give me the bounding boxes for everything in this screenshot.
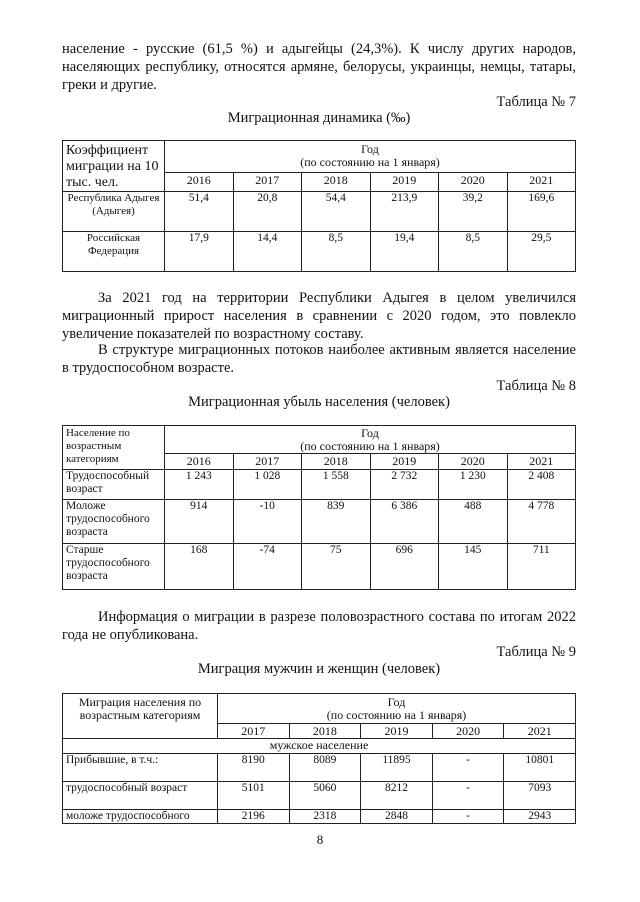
table8-label: Таблица № 8 (496, 378, 576, 394)
table7-year-title: Год (361, 142, 379, 156)
table8-cell: -74 (233, 544, 302, 590)
intro-paragraph: население - русские (61,5 %) и адыгейцы (24,3%). К числу других народов, населяющих республику, относятся армяне, белорусы, украинцы, немцы, татары, греки и другие. (62, 41, 576, 93)
table9-row-label: Прибывшие, в т.ч.: (63, 754, 218, 782)
table9-cell: - (432, 754, 504, 782)
table8-year: 2019 (370, 454, 439, 470)
table9-year-title: Год (387, 695, 406, 709)
table8-cell: 488 (439, 500, 508, 544)
table9-year: 2021 (504, 724, 576, 739)
table9-cell: - (432, 810, 504, 824)
table9-cell: 5060 (289, 782, 361, 810)
table7-cell: 14,4 (233, 232, 302, 272)
table9-section-label: мужское население (63, 739, 576, 754)
table9-label: Таблица № 9 (496, 644, 576, 660)
table-row (63, 192, 576, 232)
table8-caption: Миграционная убыль населения (человек) (188, 394, 450, 410)
table8-year: 2016 (165, 454, 234, 470)
table8-year-subtitle: (по состоянию на 1 января) (300, 439, 440, 453)
table8-row-label: Трудоспособный возраст (63, 470, 165, 500)
table9-year: 2019 (361, 724, 433, 739)
table7-cell: 8,5 (439, 232, 508, 272)
table7-year: 2017 (233, 172, 302, 191)
table7-cell: 29,5 (507, 232, 576, 272)
table7-cell: 51,4 (165, 192, 234, 232)
paragraph-4: Информация о миграции в разрезе половозрастного состава по итогам 2022 года не опубликована. (62, 609, 576, 643)
table7-year: 2016 (165, 172, 234, 191)
table9-cell: 8212 (361, 782, 433, 810)
table8-year: 2018 (302, 454, 371, 470)
table9-row-label: трудоспособный возраст (63, 782, 218, 810)
table-row (63, 544, 576, 590)
table8-cell: 2 732 (370, 470, 439, 500)
table8-cell: 1 028 (233, 470, 302, 500)
table8-cell: 1 243 (165, 470, 234, 500)
table8-cell: 2 408 (507, 470, 576, 500)
table9-cell: - (432, 782, 504, 810)
table9-cell: 2943 (504, 810, 576, 824)
table-row (63, 782, 576, 810)
table8-cell: 696 (370, 544, 439, 590)
table9-year: 2020 (432, 724, 504, 739)
table9 (62, 693, 576, 824)
table7-year-subtitle: (по состоянию на 1 января) (300, 155, 440, 169)
table7-cell: 213,9 (370, 192, 439, 232)
table8-cell: 1 230 (439, 470, 508, 500)
table8-cell: 914 (165, 500, 234, 544)
table7-year: 2019 (370, 172, 439, 191)
table9-cell: 8190 (218, 754, 290, 782)
table7-cell: 19,4 (370, 232, 439, 272)
table8-cell: -10 (233, 500, 302, 544)
table8 (62, 425, 576, 590)
table-row (63, 500, 576, 544)
table8-cell: 168 (165, 544, 234, 590)
table8-year-header (165, 426, 576, 454)
table7-row-header: Коэффициент миграции на 10 тыс. чел. (63, 141, 165, 192)
table7-cell: 54,4 (302, 192, 371, 232)
table7 (62, 140, 576, 272)
table7-cell: 39,2 (439, 192, 508, 232)
table7-year: 2018 (302, 172, 371, 191)
table9-year: 2018 (289, 724, 361, 739)
table7-cell: 169,6 (507, 192, 576, 232)
table7-cell: 17,9 (165, 232, 234, 272)
table9-year: 2017 (218, 724, 290, 739)
table7-caption: Миграционная динамика (‰) (227, 110, 411, 126)
table8-cell: 711 (507, 544, 576, 590)
table9-year-subtitle: (по состоянию на 1 января) (326, 708, 467, 722)
table9-row-header: Миграция населения по возрастным категориям (63, 694, 218, 739)
table9-row-label: моложе трудоспособного (63, 810, 218, 824)
table8-cell: 145 (439, 544, 508, 590)
table8-cell: 839 (302, 500, 371, 544)
table-row (63, 754, 576, 782)
table9-cell: 8089 (289, 754, 361, 782)
table7-year-header (165, 141, 576, 173)
paragraph-2: За 2021 год на территории Республики Адыгея в целом увеличился миграционный прирост населения в сравнении с 2020 годом, это повлекло увеличение показателей по возрастному составу. (62, 290, 576, 342)
table7-year: 2020 (439, 172, 508, 191)
table7-row-label: Российская Федерация (63, 232, 165, 272)
table8-year: 2021 (507, 454, 576, 470)
table9-section-row (63, 739, 576, 754)
table-row (63, 470, 576, 500)
table9-cell: 2318 (289, 810, 361, 824)
table8-row-label: Моложе трудоспособного возраста (63, 500, 165, 544)
table-row (63, 232, 576, 272)
table7-label: Таблица № 7 (496, 94, 576, 110)
table9-cell: 2848 (361, 810, 433, 824)
page-number: 8 (316, 832, 324, 847)
table8-cell: 4 778 (507, 500, 576, 544)
table-row (63, 810, 576, 824)
paragraph-3: В структуре миграционных потоков наиболее активным является население в трудоспособном возрасте. (62, 342, 576, 376)
table9-cell: 7093 (504, 782, 576, 810)
table7-cell: 8,5 (302, 232, 371, 272)
table8-cell: 75 (302, 544, 371, 590)
table9-cell: 2196 (218, 810, 290, 824)
table9-cell: 11895 (361, 754, 433, 782)
table9-caption: Миграция мужчин и женщин (человек) (197, 661, 441, 677)
table8-year: 2020 (439, 454, 508, 470)
table8-row-header: Население по возрастным категориям (63, 426, 165, 470)
table8-year-title: Год (361, 426, 379, 440)
table7-row-label: Республика Адыгея (Адыгея) (63, 192, 165, 232)
table9-cell: 5101 (218, 782, 290, 810)
table9-year-header (218, 694, 576, 724)
table8-cell: 6 386 (370, 500, 439, 544)
table7-year: 2021 (507, 172, 576, 191)
table9-cell: 10801 (504, 754, 576, 782)
table8-cell: 1 558 (302, 470, 371, 500)
table7-cell: 20,8 (233, 192, 302, 232)
table8-row-label: Старше трудоспособного возраста (63, 544, 165, 590)
table8-year: 2017 (233, 454, 302, 470)
